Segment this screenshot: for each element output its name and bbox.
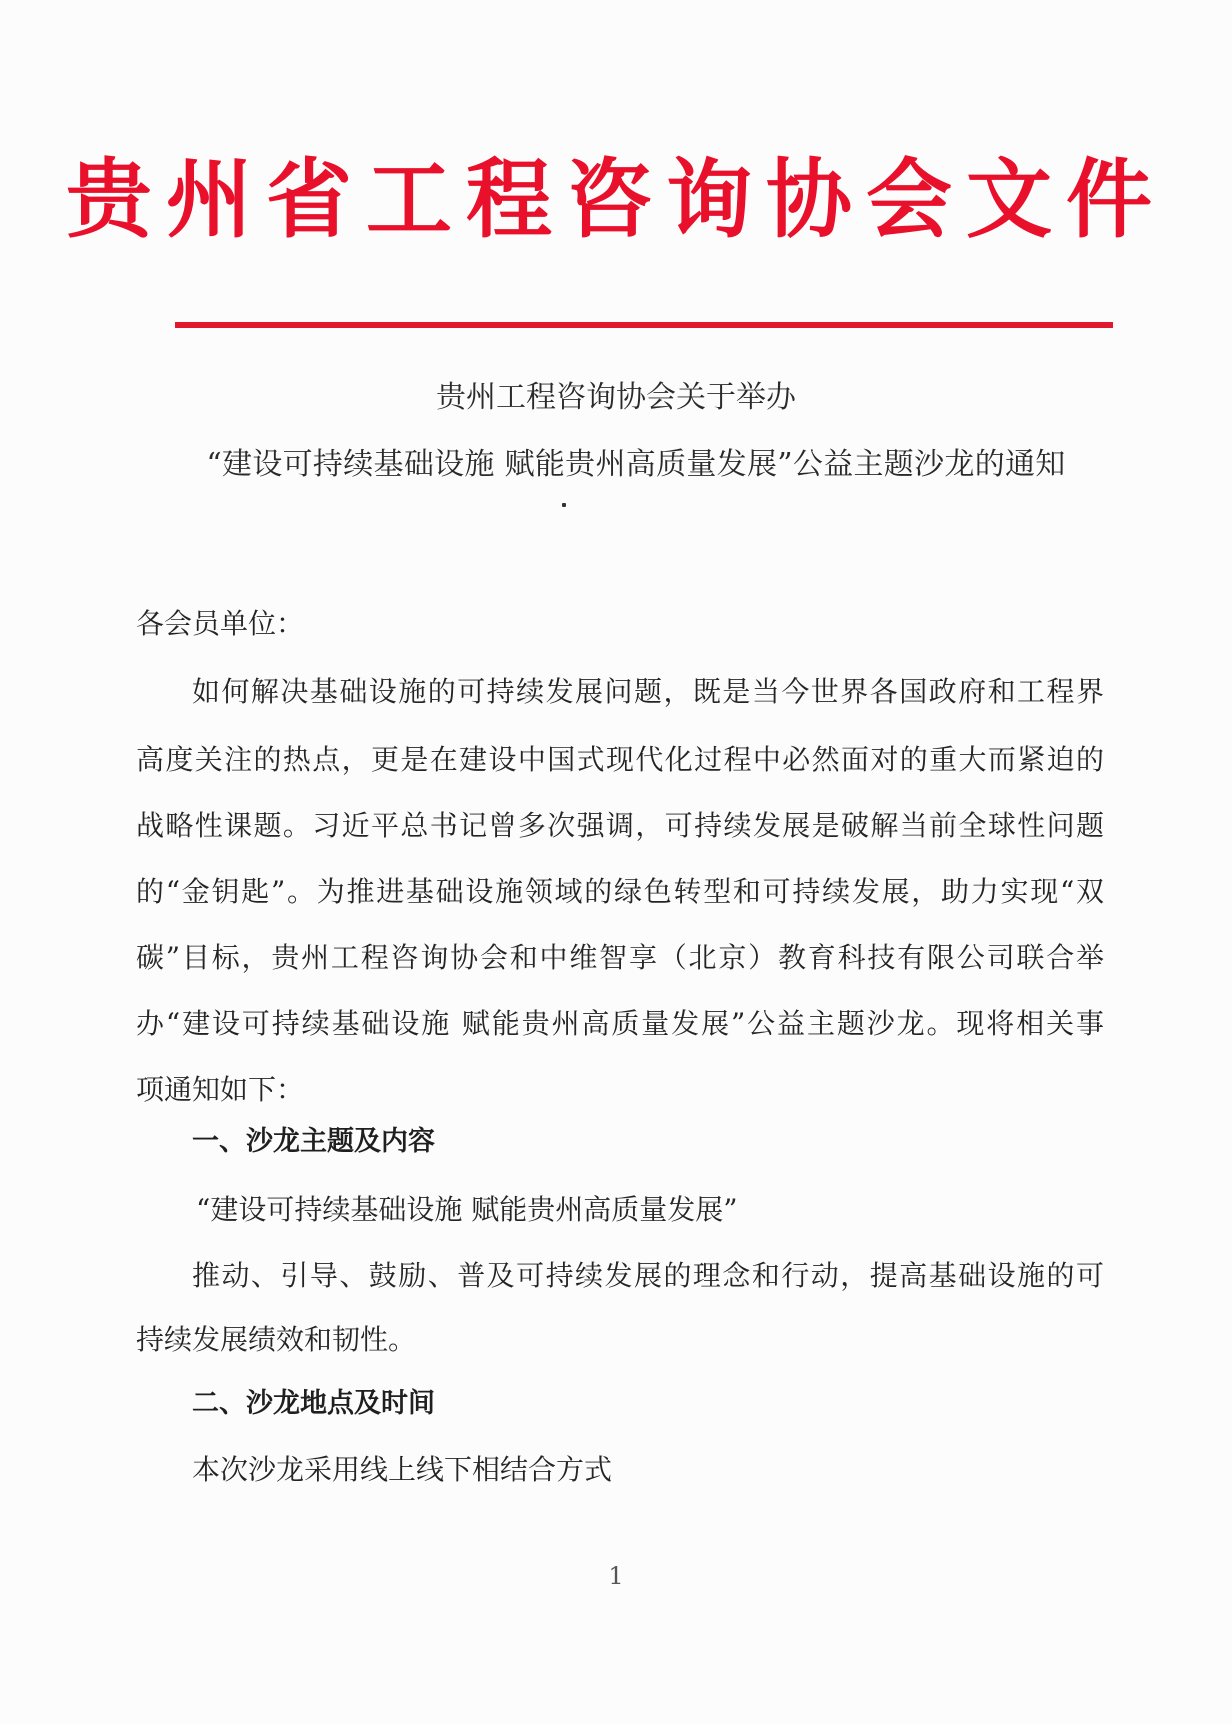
- paragraph-line: 持续发展绩效和韧性。: [136, 1323, 417, 1356]
- paragraph-line: 战略性课题。习近平总书记曾多次强调，可持续发展是破解当前全球性问题: [136, 809, 1104, 842]
- section-2-heading: 二、沙龙地点及时间: [192, 1388, 435, 1419]
- paragraph-line: 推动、引导、鼓励、普及可持续发展的理念和行动，提高基础设施的可: [192, 1259, 1104, 1292]
- salutation: 各会员单位：: [136, 607, 305, 640]
- section-1-heading: 一、沙龙主题及内容: [192, 1126, 435, 1157]
- paragraph-line: 项通知如下：: [136, 1073, 305, 1106]
- page-number: 1: [608, 1562, 624, 1590]
- notice-title-line-1: 贵州工程咨询协会关于举办: [436, 380, 796, 415]
- salon-mode: 本次沙龙采用线上线下相结合方式: [192, 1453, 613, 1486]
- paragraph-line: 的“金钥匙”。为推进基础设施领域的绿色转型和可持续发展，助力实现“双: [136, 875, 1104, 908]
- paragraph-line: 办“建设可持续基础设施 赋能贵州高质量发展”公益主题沙龙。现将相关事: [136, 1007, 1104, 1040]
- notice-title-line-2: “建设可持续基础设施 赋能贵州高质量发展”公益主题沙龙的通知: [206, 447, 1066, 482]
- scan-speck: [562, 503, 566, 507]
- paragraph-line: 碳”目标，贵州工程咨询协会和中维智享（北京）教育科技有限公司联合举: [136, 941, 1104, 974]
- header-red-rule: [175, 322, 1113, 328]
- paragraph-line: 高度关注的热点，更是在建设中国式现代化过程中必然面对的重大而紧迫的: [136, 743, 1104, 776]
- salon-theme: “建设可持续基础设施 赋能贵州高质量发展”: [196, 1193, 738, 1226]
- paragraph-line: 如何解决基础设施的可持续发展问题，既是当今世界各国政府和工程界: [192, 675, 1104, 708]
- org-header-title: 贵州省工程咨询协会文件: [66, 150, 1166, 250]
